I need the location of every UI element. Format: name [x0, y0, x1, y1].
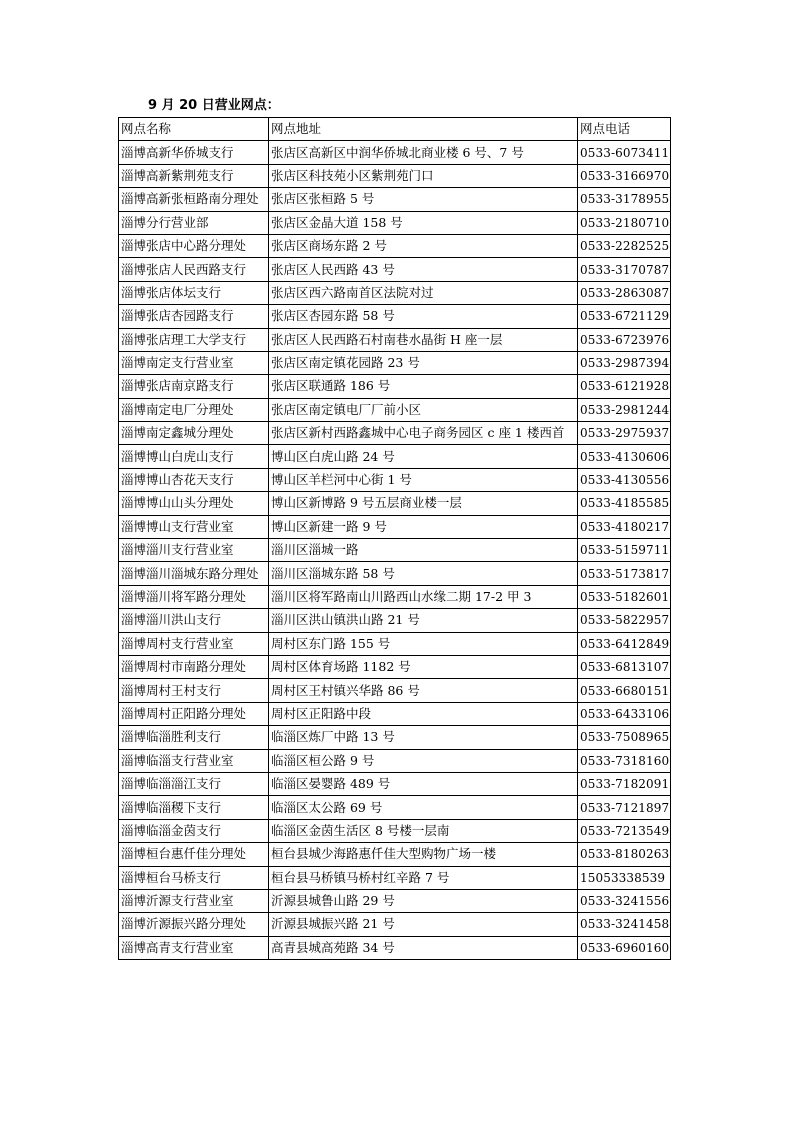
table-row: [119, 164, 671, 187]
table-row: [119, 632, 671, 655]
branch-name-cell: 淄博南定电厂分理处: [119, 398, 269, 421]
branch-phone-cell: 0533-2981244: [578, 398, 671, 421]
branch-address-cell: 博山区新博路 9 号五层商业楼一层: [269, 492, 578, 515]
branch-table: [118, 117, 671, 960]
branch-phone-cell: 0533-8180263: [578, 843, 671, 866]
branch-phone-cell: 0533-6960160: [578, 936, 671, 959]
table-row: [119, 585, 671, 608]
branch-name-cell: 淄博淄川支行营业室: [119, 539, 269, 562]
branch-name-cell: 淄博南定鑫城分理处: [119, 422, 269, 445]
table-row: [119, 305, 671, 328]
branch-name-cell: 淄博高新紫荆苑支行: [119, 164, 269, 187]
branch-address-cell: 张店区联通路 186 号: [269, 375, 578, 398]
branch-address-cell: 张店区新村西路鑫城中心电子商务园区 c 座 1 楼西首: [269, 422, 578, 445]
branch-phone-cell: 0533-6121928: [578, 375, 671, 398]
branch-phone-cell: 0533-4180217: [578, 515, 671, 538]
branch-phone-cell: 0533-2975937: [578, 422, 671, 445]
table-header-row: [119, 118, 671, 141]
branch-phone-cell: 0533-6412849: [578, 632, 671, 655]
branch-phone-cell: 0533-7508965: [578, 726, 671, 749]
branch-address-cell: 张店区西六路南首区法院对过: [269, 281, 578, 304]
branch-address-cell: 博山区羊栏河中心街 1 号: [269, 468, 578, 491]
branch-name-cell: 淄博临淄胜利支行: [119, 726, 269, 749]
branch-address-cell: 张店区科技苑小区紫荆苑门口: [269, 164, 578, 187]
branch-name-cell: 淄博临淄淄江支行: [119, 772, 269, 795]
branch-address-cell: 博山区新建一路 9 号: [269, 515, 578, 538]
table-row: [119, 468, 671, 491]
table-row: [119, 679, 671, 702]
table-row: [119, 936, 671, 959]
branch-address-cell: 淄川区将军路南山川路西山水缘二期 17-2 甲 3: [269, 585, 578, 608]
table-row: [119, 913, 671, 936]
header-branch-name: 网点名称: [119, 118, 269, 141]
branch-address-cell: 张店区南定镇花园路 23 号: [269, 351, 578, 374]
table-row: [119, 539, 671, 562]
table-row: [119, 445, 671, 468]
table-row: [119, 609, 671, 632]
branch-address-cell: 临淄区炼厂中路 13 号: [269, 726, 578, 749]
branch-phone-cell: 0533-7213549: [578, 819, 671, 842]
branch-name-cell: 淄博高新华侨城支行: [119, 141, 269, 164]
branch-phone-cell: 0533-7121897: [578, 796, 671, 819]
branch-phone-cell: 0533-3166970: [578, 164, 671, 187]
page-heading: 9 月 20 日营业网点：: [148, 98, 280, 113]
branch-phone-cell: 0533-3241458: [578, 913, 671, 936]
branch-address-cell: 张店区杏园东路 58 号: [269, 305, 578, 328]
branch-phone-cell: 0533-5159711: [578, 539, 671, 562]
branch-name-cell: 淄博淄川将军路分理处: [119, 585, 269, 608]
branch-name-cell: 淄博张店杏园路支行: [119, 305, 269, 328]
table-row: [119, 234, 671, 257]
table-row: [119, 188, 671, 211]
branch-phone-cell: 0533-6680151: [578, 679, 671, 702]
table-row: [119, 211, 671, 234]
table-row: [119, 515, 671, 538]
branch-address-cell: 张店区人民西路石村南巷水晶街 H 座一层: [269, 328, 578, 351]
table-row: [119, 772, 671, 795]
branch-address-cell: 沂源县城振兴路 21 号: [269, 913, 578, 936]
branch-address-cell: 沂源县城鲁山路 29 号: [269, 889, 578, 912]
branch-address-cell: 博山区白虎山路 24 号: [269, 445, 578, 468]
branch-name-cell: 淄博高青支行营业室: [119, 936, 269, 959]
branch-address-cell: 张店区高新区中润华侨城北商业楼 6 号、7 号: [269, 141, 578, 164]
table-row: [119, 398, 671, 421]
table-row: [119, 655, 671, 678]
branch-phone-cell: 0533-2987394: [578, 351, 671, 374]
branch-name-cell: 淄博桓台惠仟佳分理处: [119, 843, 269, 866]
table-row: [119, 375, 671, 398]
branch-phone-cell: 0533-4185585: [578, 492, 671, 515]
branch-phone-cell: 0533-5822957: [578, 609, 671, 632]
branch-name-cell: 淄博桓台马桥支行: [119, 866, 269, 889]
branch-address-cell: 高青县城高苑路 34 号: [269, 936, 578, 959]
branch-phone-cell: 0533-3170787: [578, 258, 671, 281]
table-row: [119, 866, 671, 889]
branch-address-cell: 临淄区晏婴路 489 号: [269, 772, 578, 795]
branch-name-cell: 淄博临淄稷下支行: [119, 796, 269, 819]
branch-name-cell: 淄博博山白虎山支行: [119, 445, 269, 468]
branch-name-cell: 淄博沂源振兴路分理处: [119, 913, 269, 936]
branch-phone-cell: 0533-3178955: [578, 188, 671, 211]
table-row: [119, 843, 671, 866]
branch-name-cell: 淄博南定支行营业室: [119, 351, 269, 374]
branch-name-cell: 淄博临淄支行营业室: [119, 749, 269, 772]
branch-name-cell: 淄博周村支行营业室: [119, 632, 269, 655]
table-row: [119, 258, 671, 281]
branch-address-cell: 张店区商场东路 2 号: [269, 234, 578, 257]
branch-name-cell: 淄博淄川淄城东路分理处: [119, 562, 269, 585]
branch-address-cell: 临淄区桓公路 9 号: [269, 749, 578, 772]
branch-phone-cell: 0533-6813107: [578, 655, 671, 678]
table-row: [119, 351, 671, 374]
table-row: [119, 422, 671, 445]
table-row: [119, 726, 671, 749]
branch-address-cell: 淄川区洪山镇洪山路 21 号: [269, 609, 578, 632]
header-branch-phone: 网点电话: [578, 118, 671, 141]
branch-address-cell: 桓台县城少海路惠仟佳大型购物广场一楼: [269, 843, 578, 866]
branch-name-cell: 淄博张店中心路分理处: [119, 234, 269, 257]
branch-address-cell: 桓台县马桥镇马桥村红辛路 7 号: [269, 866, 578, 889]
branch-name-cell: 淄博周村市南路分理处: [119, 655, 269, 678]
branch-address-cell: 周村区东门路 155 号: [269, 632, 578, 655]
branch-address-cell: 周村区王村镇兴华路 86 号: [269, 679, 578, 702]
branch-name-cell: 淄博淄川洪山支行: [119, 609, 269, 632]
branch-name-cell: 淄博张店南京路支行: [119, 375, 269, 398]
branch-phone-cell: 15053338539: [578, 866, 671, 889]
table-row: [119, 702, 671, 725]
branch-name-cell: 淄博博山杏花天支行: [119, 468, 269, 491]
branch-name-cell: 淄博周村正阳路分理处: [119, 702, 269, 725]
branch-name-cell: 淄博高新张桓路南分理处: [119, 188, 269, 211]
branch-phone-cell: 0533-6073411: [578, 141, 671, 164]
branch-phone-cell: 0533-2863087: [578, 281, 671, 304]
branch-address-cell: 淄川区淄城东路 58 号: [269, 562, 578, 585]
table-row: [119, 889, 671, 912]
branch-name-cell: 淄博分行营业部: [119, 211, 269, 234]
table-row: [119, 562, 671, 585]
branch-phone-cell: 0533-4130556: [578, 468, 671, 491]
table-row: [119, 749, 671, 772]
branch-name-cell: 淄博张店人民西路支行: [119, 258, 269, 281]
branch-name-cell: 淄博博山支行营业室: [119, 515, 269, 538]
branch-name-cell: 淄博张店体坛支行: [119, 281, 269, 304]
branch-phone-cell: 0533-7318160: [578, 749, 671, 772]
branch-address-cell: 张店区人民西路 43 号: [269, 258, 578, 281]
table-row: [119, 492, 671, 515]
branch-phone-cell: 0533-6721129: [578, 305, 671, 328]
branch-phone-cell: 0533-2180710: [578, 211, 671, 234]
branch-phone-cell: 0533-2282525: [578, 234, 671, 257]
branch-address-cell: 张店区南定镇电厂厂前小区: [269, 398, 578, 421]
branch-phone-cell: 0533-4130606: [578, 445, 671, 468]
table-row: [119, 796, 671, 819]
branch-phone-cell: 0533-5182601: [578, 585, 671, 608]
branch-name-cell: 淄博张店理工大学支行: [119, 328, 269, 351]
table-row: [119, 141, 671, 164]
header-branch-address: 网点地址: [269, 118, 578, 141]
table-row: [119, 281, 671, 304]
branch-phone-cell: 0533-5173817: [578, 562, 671, 585]
branch-name-cell: 淄博临淄金茵支行: [119, 819, 269, 842]
branch-address-cell: 临淄区太公路 69 号: [269, 796, 578, 819]
branch-address-cell: 张店区张桓路 5 号: [269, 188, 578, 211]
branch-phone-cell: 0533-3241556: [578, 889, 671, 912]
branch-address-cell: 临淄区金茵生活区 8 号楼一层南: [269, 819, 578, 842]
branch-phone-cell: 0533-6433106: [578, 702, 671, 725]
branch-phone-cell: 0533-7182091: [578, 772, 671, 795]
branch-name-cell: 淄博博山山头分理处: [119, 492, 269, 515]
branch-address-cell: 周村区正阳路中段: [269, 702, 578, 725]
branch-phone-cell: 0533-6723976: [578, 328, 671, 351]
table-row: [119, 328, 671, 351]
table-row: [119, 819, 671, 842]
branch-name-cell: 淄博周村王村支行: [119, 679, 269, 702]
branch-name-cell: 淄博沂源支行营业室: [119, 889, 269, 912]
branch-address-cell: 淄川区淄城一路: [269, 539, 578, 562]
branch-address-cell: 周村区体育场路 1182 号: [269, 655, 578, 678]
branch-address-cell: 张店区金晶大道 158 号: [269, 211, 578, 234]
